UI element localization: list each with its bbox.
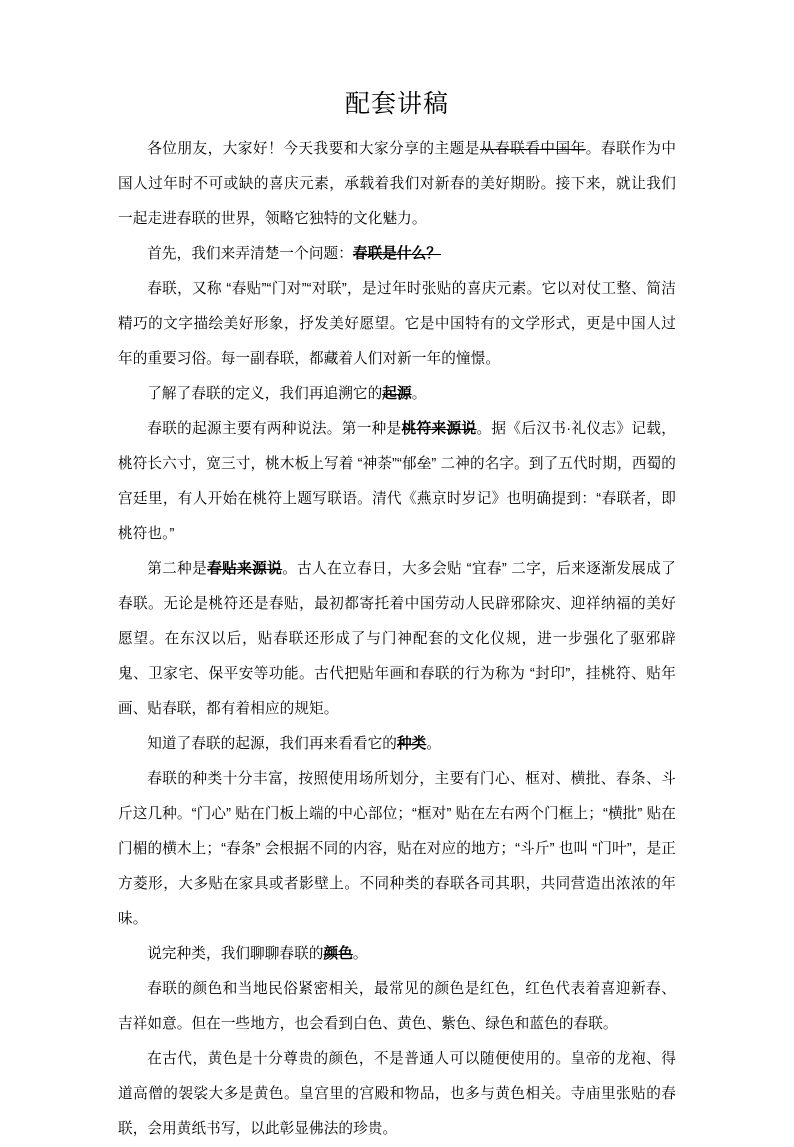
- page-title: 配套讲稿: [344, 91, 449, 118]
- paragraph-origin-taofu: [118, 412, 676, 552]
- text-run: 。: [426, 736, 442, 752]
- text-run: 春联，又称 “春贴”“门对”“对联”，是过年时张贴的喜庆元素。它以对仗工整、简洁精巧的文字描绘美好形象，抒发美好愿望。它是中国特有的文学形式，更是中国人过年的重要习俗。每一副春联，都藏着人们对新一年的憧憬。: [118, 281, 676, 367]
- paragraph-yellow-color: [118, 1042, 676, 1147]
- text-run: 颜色: [323, 946, 353, 962]
- text-run: 春联的颜色和当地民俗紧密相关，最常见的颜色是红色，红色代表着喜迎新春、吉祥如意。但在一些地方，也会看到白色、黄色、紫色、绿色和蓝色的春联。: [118, 981, 676, 1032]
- paragraph-colors: [118, 972, 676, 1042]
- text-run: 种类: [396, 736, 427, 752]
- text-run: 。古人在立春日，大多会贴 “宜春” 二字，后来逐渐发展成了春联。无论是桃符还是春贴，最初都寄托着中国劳动人民辟邪除灾、迎祥纳福的美好愿望。在东汉以后，贴春联还形成了与门神配套的文化仪规，进一步强化了驱邪辟鬼、卫家宅、保平安等功能。古代把贴年画和春联的行为称为 “封印”，挂桃符、贴年画、贴春联，都有着相应的规矩。: [118, 561, 676, 717]
- paragraph-types: [118, 762, 676, 937]
- text-run: 。: [352, 946, 368, 962]
- text-run: 说完种类，我们聊聊春联的: [147, 946, 324, 962]
- text-run: 。据《后汉书·礼仪志》记载，桃符长六寸，宽三寸，桃木板上写着 “神荼”“郁垒” 二神的名字。到了五代时期，西蜀的宫廷里，有人开始在桃符上题写联语。清代《燕京时岁记》也明确提到：“春联者，即桃符也。”: [118, 421, 676, 542]
- paragraph-container: [118, 132, 676, 1147]
- text-run: 春联的种类十分丰富，按照使用场所划分，主要有门心、框对、横批、春条、斗斤这几种。“门心” 贴在门板上端的中心部位；“框对” 贴在左右两个门框上；“横批” 贴在门楣的横木上；“春条” 会根据不同的内容，贴在对应的地方；“斗斤” 也叫 “门叶”，是正方菱形，大多贴在家具或者影壁上。不同种类的春联各司其职，共同营造出浓浓的年味。: [118, 771, 676, 927]
- paragraph-intro: [118, 132, 676, 237]
- paragraph-question-types: [118, 727, 676, 762]
- text-run: 了解了春联的定义，我们再追溯它的: [147, 386, 383, 402]
- text-run: 首先，我们来弄清楚一个问题：: [147, 246, 353, 262]
- text-run: 。春联作为中国人过年时不可或缺的喜庆元素，承载着我们对新春的美好期盼。接下来，就让我们一起走进春联的世界，领略它独特的文化魅力。: [118, 141, 677, 227]
- paragraph-question-origin: [118, 377, 676, 412]
- text-run: 知道了春联的起源，我们再来看看它的: [147, 736, 397, 752]
- text-run: 第二种是: [147, 561, 208, 577]
- text-run: 各位朋友，大家好！今天我要和大家分享的主题是: [147, 141, 480, 157]
- text-run: 春联的起源主要有两种说法。第一种是: [147, 421, 402, 437]
- paragraph-question-definition: [118, 237, 676, 272]
- text-run: 从春联看中国年: [479, 141, 586, 157]
- document-body: [118, 88, 676, 1147]
- text-run: 桃符来源说: [401, 421, 477, 437]
- text-run: 。: [411, 386, 427, 402]
- text-run: 在古代，黄色是十分尊贵的颜色，不是普通人可以随便使用的。皇帝的龙袍、得道高僧的袈裟大多是黄色。皇宫里的宫殿和物品，也多与黄色相关。寺庙里张贴的春联，会用黄纸书写，以此彰显佛法的珍贵。: [118, 1051, 676, 1137]
- paragraph-origin-chuntie: [118, 552, 676, 727]
- paragraph-definition: [118, 272, 676, 377]
- text-run: 起源: [382, 386, 412, 402]
- text-run: 春联是什么？: [352, 246, 442, 262]
- paragraph-question-colors: [118, 937, 676, 972]
- text-run: 春贴来源说: [207, 561, 283, 577]
